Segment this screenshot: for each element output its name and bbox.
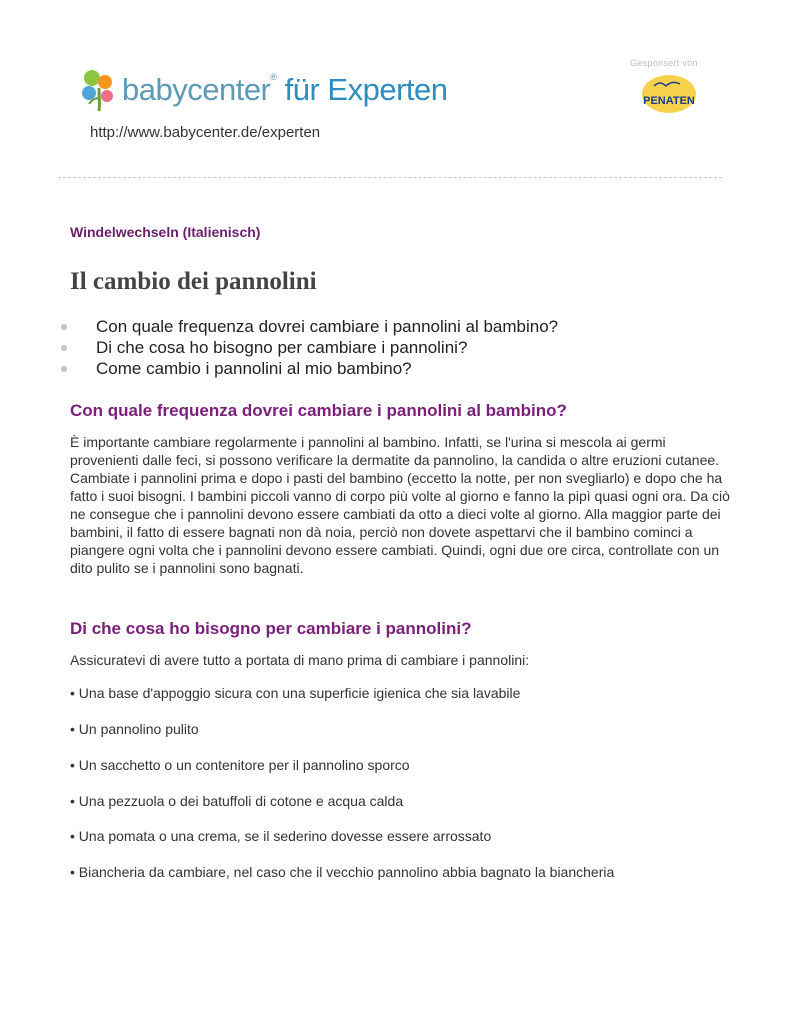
section-intro-supplies: Assicuratevi di avere tutto a portata di mano prima di cambiare i pannolini: [70,652,530,668]
bullet-icon [61,324,67,330]
toc-item-label: Con quale frequenza dovrei cambiare i pannolini al bambino? [96,317,559,336]
page-header [0,0,791,190]
list-item: • Un pannolino pulito [70,721,199,737]
list-item: • Una pezzuola o dei batuffoli di cotone e acqua calda [70,793,404,809]
logo-suffix-text: für Experten [276,72,448,107]
bullet-icon [61,345,67,351]
header-divider [58,177,722,178]
list-item: • Una base d'appoggio sicura con una superficie igienica che sia lavabile [70,685,521,701]
sponsor-name: PENATEN [643,95,695,107]
section-heading-frequency: Con quale frequenza dovrei cambiare i pannolini al bambino? [70,401,567,420]
table-of-contents [58,316,558,379]
list-item: • Un sacchetto o un contenitore per il pannolino sporco [70,757,410,773]
toc-item-label: Come cambio i pannolini al mio bambino? [96,359,412,378]
site-url-link[interactable]: http://www.babycenter.de/experten [90,124,321,141]
toc-item[interactable] [58,337,558,358]
toc-item-label: Di che cosa ho bisogno per cambiare i pannolini? [96,338,468,357]
brand-logo[interactable] [122,72,448,108]
logo-brand-text: babycenter [122,72,271,107]
page-title: Il cambio dei pannolini [70,268,317,295]
list-item: • Una pomata o una crema, se il sederino dovesse essere arrossato [70,828,492,844]
sponsor-label: Gesponsert von [630,58,698,68]
toc-item[interactable] [58,358,558,379]
babycenter-logo-icon [80,68,118,112]
article-kicker: Windelwechseln (Italienisch) [70,224,261,240]
section-heading-supplies: Di che cosa ho bisogno per cambiare i pannolini? [70,619,472,638]
penaten-logo [640,74,698,114]
list-item: • Biancheria da cambiare, nel caso che il vecchio pannolino abbia bagnato la biancheria [70,864,615,880]
section-body-frequency: È importante cambiare regolarmente i pannolini al bambino. Infatti, se l'urina si mescola ai germi provenienti dalle feci, si possono verificare la dermatite da pannolino, la candida o altre eruzioni cutanee. Cambiate i pannolini prima e dopo i pasti del bambino (eccetto la notte, per non svegliarlo) e dopo che ha fatto i suoi bisogni. I bambini piccoli vanno di corpo più volte al giorno e fanno la pipì quasi ogni ora. Da ciò ne consegue che i pannolini devono essere cambiati da otto a dieci volte al giorno. Alla maggior parte dei bambini, il fatto di essere bagnati non dà noia, perciò non dovete aspettarvi che il bambino cominci a piangere ogni volta che i pannolini devono essere cambiati. Quindi, ogni due ore circa, controllate con un dito pulito se i pannolini sono bagnati. [70,434,730,576]
bullet-icon [61,366,67,372]
logo-trademark: ® [270,72,277,82]
toc-item[interactable] [58,316,558,337]
